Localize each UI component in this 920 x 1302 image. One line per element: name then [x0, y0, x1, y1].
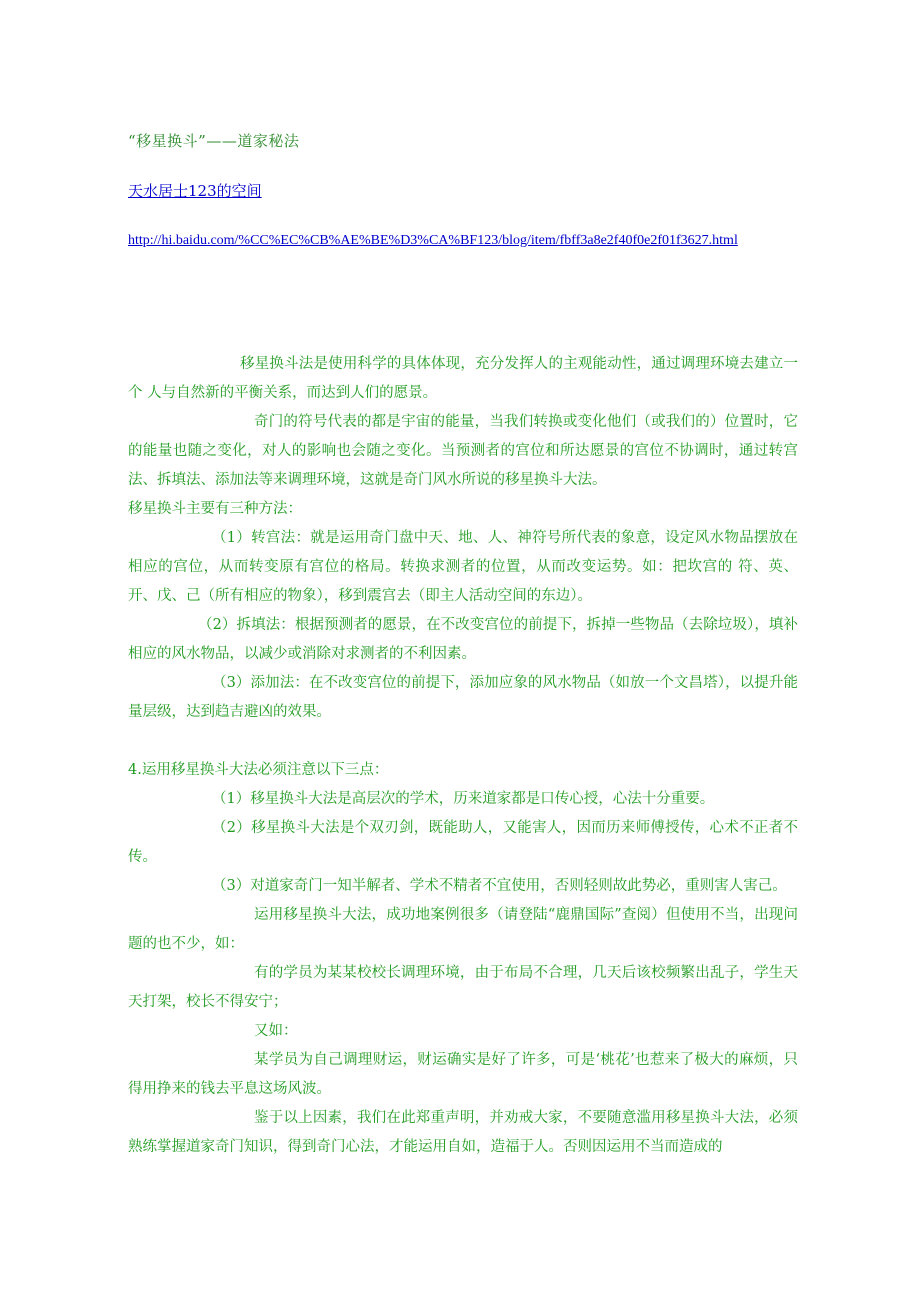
- paragraph-method-3: （3）添加法：在不改变宫位的前提下，添加应象的风水物品（如放一个文昌塔），以提升能量层级，达到趋吉避凶的效果。: [128, 675, 798, 720]
- paragraph-statement: 鉴于以上因素，我们在此郑重声明，并劝戒大家，不要随意滥用移星换斗大法，必须熟练掌握道家奇门知识，得到奇门心法，才能运用自如，造福于人。否则因运用不当而造成的: [128, 1110, 798, 1155]
- paragraph-method-2: （2）拆填法：根据预测者的愿景，在不改变宫位的前提下，拆掉一些物品（去除垃圾），填补相应的风水物品，以减少或消除对求测者的不利因素。: [128, 617, 798, 662]
- paragraph-case-2: 某学员为自己调理财运，财运确实是好了许多，可是‘桃花’也惹来了极大的麻烦，只得用挣来的钱去平息这场风波。: [128, 1052, 798, 1097]
- paragraph-gap: [128, 727, 798, 756]
- blog-space-link[interactable]: 天水居士123的空间: [128, 182, 262, 200]
- paragraph-methods-heading: 移星换斗主要有三种方法：: [128, 501, 302, 517]
- document-title: “移星换斗”——道家秘法: [128, 132, 300, 150]
- paragraph-note-3: （3）对道家奇门一知半解者、学术不精者不宜使用，否则轻则故此势必，重则害人害己。: [212, 878, 787, 894]
- article-body: [128, 350, 798, 1162]
- source-url-link[interactable]: http://hi.baidu.com/%CC%EC%CB%AE%BE%D3%CA%BF123/blog/item/fbff3a8e2f40f0e2f01f3627.html: [128, 233, 738, 248]
- paragraph-also: 又如：: [254, 1023, 298, 1039]
- paragraph-method-1: （1）转宫法：就是运用奇门盘中天、地、人、神符号所代表的象意，设定风水物品摆放在相应的宫位，从而转变原有宫位的格局。转换求测者的位置，从而改变运势。如：把坎宫的 符、英、开、戊、己（所有相应的物象），移到震宫去（即主人活动空间的东边）。: [128, 530, 798, 604]
- paragraph-note-2: （2）移星换斗大法是个双刃剑，既能助人，又能害人，因而历来师傅授传，心术不正者不传。: [128, 820, 798, 865]
- paragraph-intro: 移星换斗法是使用科学的具体体现，充分发挥人的主观能动性，通过调理环境去建立一个 人与自然新的平衡关系，而达到人们的愿景。: [128, 356, 798, 401]
- paragraph-cases: 运用移星换斗大法，成功地案例很多（请登陆“鹿鼎国际”查阅）但使用不当，出现问题的也不少，如：: [128, 907, 798, 952]
- paragraph-notes-heading: 4.运用移星换斗大法必须注意以下三点：: [128, 762, 389, 778]
- paragraph-energy: 奇门的符号代表的都是宇宙的能量，当我们转换或变化他们（或我们的）位置时，它的能量也随之变化，对人的影响也会随之变化。当预测者的宫位和所达愿景的宫位不协调时，通过转宫法、拆填法、添加法等来调理环境，这就是奇门风水所说的移星换斗大法。: [128, 414, 798, 488]
- paragraph-case-1: 有的学员为某某校校长调理环境，由于布局不合理，几天后该校频繁出乱子，学生天天打架，校长不得安宁；: [128, 965, 798, 1010]
- paragraph-note-1: （1）移星换斗大法是高层次的学术，历来道家都是口传心授，心法十分重要。: [212, 791, 715, 807]
